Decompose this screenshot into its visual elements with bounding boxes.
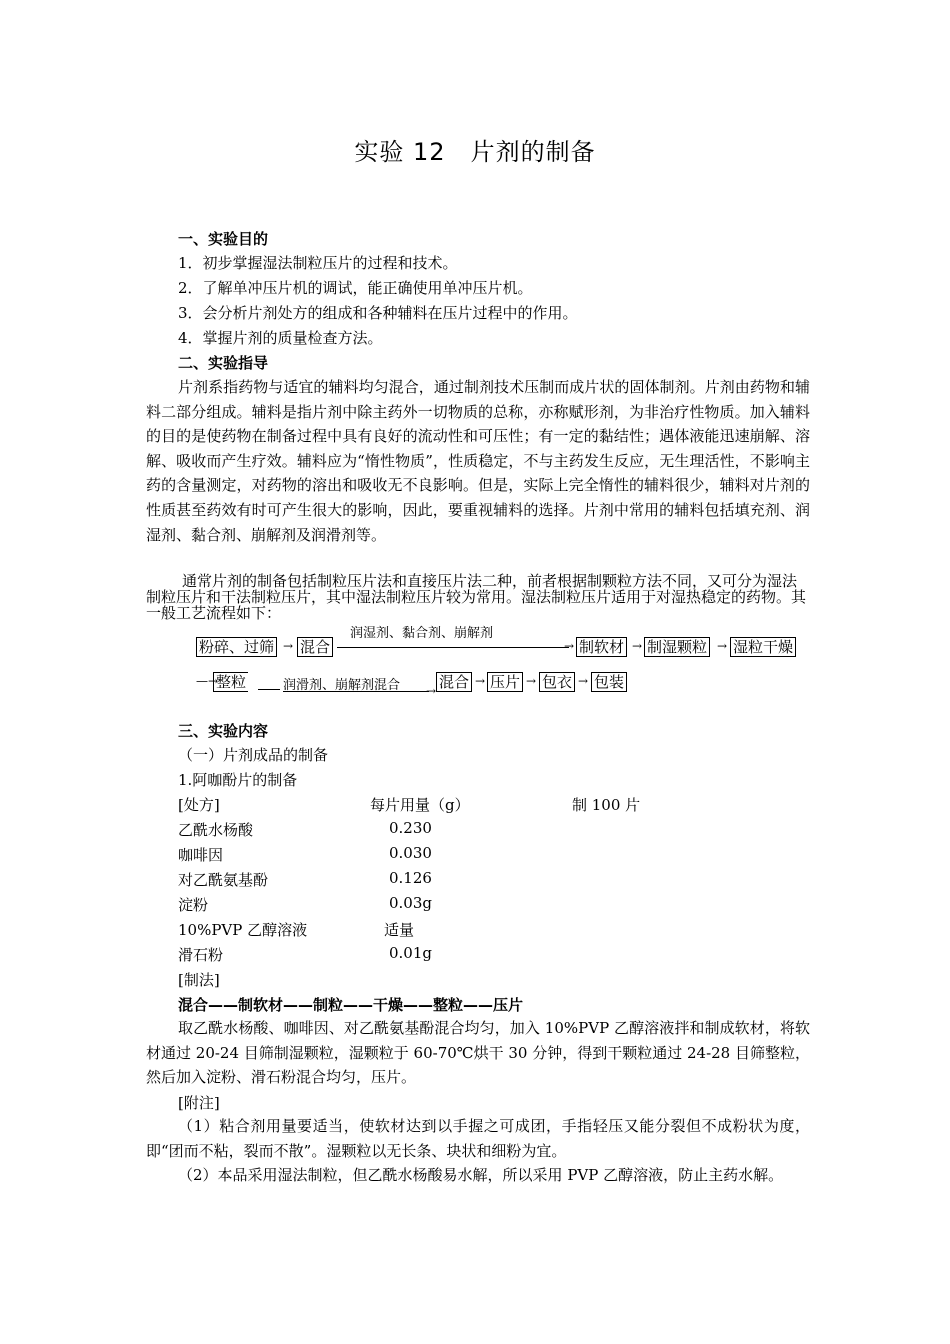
flow-step: 湿粒干燥 — [730, 637, 796, 657]
process-intro-paragraph — [146, 573, 810, 621]
guidance-paragraph — [146, 375, 810, 547]
formula-amount: 0.126 — [389, 869, 432, 887]
arrow-right-icon: → — [632, 639, 643, 653]
formula-header-label: [处方] — [178, 796, 220, 814]
flow-step: 粉碎、过筛 — [196, 637, 277, 657]
formula-ingredient: 滑石粉 — [178, 946, 224, 964]
flow-step: 压片 — [487, 672, 523, 692]
section-heading-objectives: 一、实验目的 — [178, 230, 269, 248]
formula-amount: 0.230 — [389, 819, 432, 837]
formula-ingredient: 咖啡因 — [178, 846, 224, 864]
note-paragraph — [146, 1163, 810, 1188]
flow-step: 混合 — [297, 637, 333, 657]
arrow-right-icon: → — [475, 674, 486, 688]
process-intro-text: 通常片剂的制备包括制粒压片法和直接压片法二种，前者根据制颗粒方法不同，又可分为湿法制粒压片和干法制粒压片，其中湿法制粒压片较为常用。湿法制粒压片适用于对湿热稳定的药物。其一般工艺流程如下： — [146, 572, 807, 622]
note-label: [附注] — [178, 1094, 220, 1112]
flow-step: 混合 — [436, 672, 472, 692]
method-label: [制法] — [178, 971, 220, 989]
objective-item: 2．了解单冲压片机的调试，能正确使用单冲压片机。 — [178, 279, 533, 297]
flow-step: 整粒 — [213, 672, 248, 692]
guidance-paragraph-text: 片剂系指药物与适宜的辅料均匀混合，通过制剂技术压制而成片状的固体制剂。片剂由药物和辅料二部分组成。辅料是指片剂中除主药外一切物质的总称，亦称赋形剂，为非治疗性物质。加入辅料的目的是使药物在制备过程中具有良好的流动性和可压性；有一定的黏结性；遇体液能迅速崩解、溶解、吸收而产生疗效。辅料应为“惰性物质”，性质稳定，不与主药发生反应，无生理活性，不影响主药的含量测定，对药物的溶出和吸收无不良影响。但是，实际上完全惰性的辅料很少，辅料对片剂的性质甚至药效有时可产生很大的影响，因此，要重视辅料的选择。片剂中常用的辅料包括填充剂、润湿剂、黏合剂、崩解剂及润滑剂等。 — [146, 378, 810, 544]
flow-connector-line — [258, 689, 280, 690]
flow-step: 制湿颗粒 — [644, 637, 710, 657]
note-text: （2）本品采用湿法制粒，但乙酰水杨酸易水解，所以采用 PVP 乙醇溶液，防止主药水解。 — [178, 1166, 784, 1184]
note-text: （1）粘合剂用量要适当，使软材达到以手握之可成团，手指轻压又能分裂但不成粉状为度，即“团而不粘，裂而不散”。湿颗粒以无长条、块状和细粉为宜。 — [146, 1117, 810, 1160]
formula-amount: 0.03g — [389, 894, 433, 912]
arrow-right-icon: —→ — [196, 674, 219, 688]
formula-ingredient: 10%PVP 乙醇溶液 — [178, 921, 308, 939]
formula-amount: 0.030 — [389, 844, 432, 862]
arrow-right-icon: → — [426, 684, 437, 698]
section-heading-guidance: 二、实验指导 — [178, 354, 269, 372]
formula-header-amount: 每片用量（g） — [370, 796, 470, 814]
method-steps: 混合——制软材——制粒——干燥——整粒——压片 — [178, 996, 524, 1014]
method-paragraph — [146, 1016, 810, 1090]
flow-row2-label: 润滑剂、崩解剂混合 — [283, 678, 401, 693]
formula-ingredient: 乙酰水杨酸 — [178, 821, 254, 839]
page-title: 实验 12 片剂的制备 — [354, 138, 596, 166]
arrow-right-icon: → — [283, 639, 294, 653]
note-paragraph — [146, 1114, 810, 1163]
formula-ingredient: 对乙酰氨基酚 — [178, 871, 269, 889]
flow-step: 包衣 — [539, 672, 575, 692]
subheading: 1.阿咖酚片的制备 — [178, 771, 298, 789]
section-heading-content: 三、实验内容 — [178, 722, 269, 740]
objective-item: 4．掌握片剂的质量检查方法。 — [178, 329, 383, 347]
arrow-right-icon: → — [578, 674, 589, 688]
flow-connector-line — [337, 647, 569, 648]
formula-header-batch: 制 100 片 — [572, 796, 641, 814]
objective-item: 3．会分析片剂处方的组成和各种辅料在压片过程中的作用。 — [178, 304, 578, 322]
flow-connector-line — [283, 691, 429, 692]
arrow-right-icon: → — [717, 639, 728, 653]
formula-amount: 0.01g — [389, 944, 433, 962]
formula-ingredient: 淀粉 — [178, 896, 209, 914]
flow-step: 包装 — [591, 672, 627, 692]
subheading: （一）片剂成品的制备 — [178, 746, 329, 764]
arrow-right-icon: → — [526, 674, 537, 688]
formula-amount: 适量 — [384, 921, 415, 939]
method-text: 取乙酰水杨酸、咖啡因、对乙酰氨基酚混合均匀，加入 10%PVP 乙醇溶液拌和制成软材，将软材通过 20-24 目筛制湿颗粒，湿颗粒于 60-70℃烘干 30 分钟，得到干颗粒通过 24-28 目筛整粒，然后加入淀粉、滑石粉混合均匀，压片。 — [146, 1019, 810, 1087]
objective-item: 1．初步掌握湿法制粒压片的过程和技术。 — [178, 254, 458, 272]
arrow-right-icon: → — [564, 639, 575, 653]
flow-step: 制软材 — [576, 637, 627, 657]
flow-row1-label: 润湿剂、黏合剂、崩解剂 — [350, 626, 494, 641]
